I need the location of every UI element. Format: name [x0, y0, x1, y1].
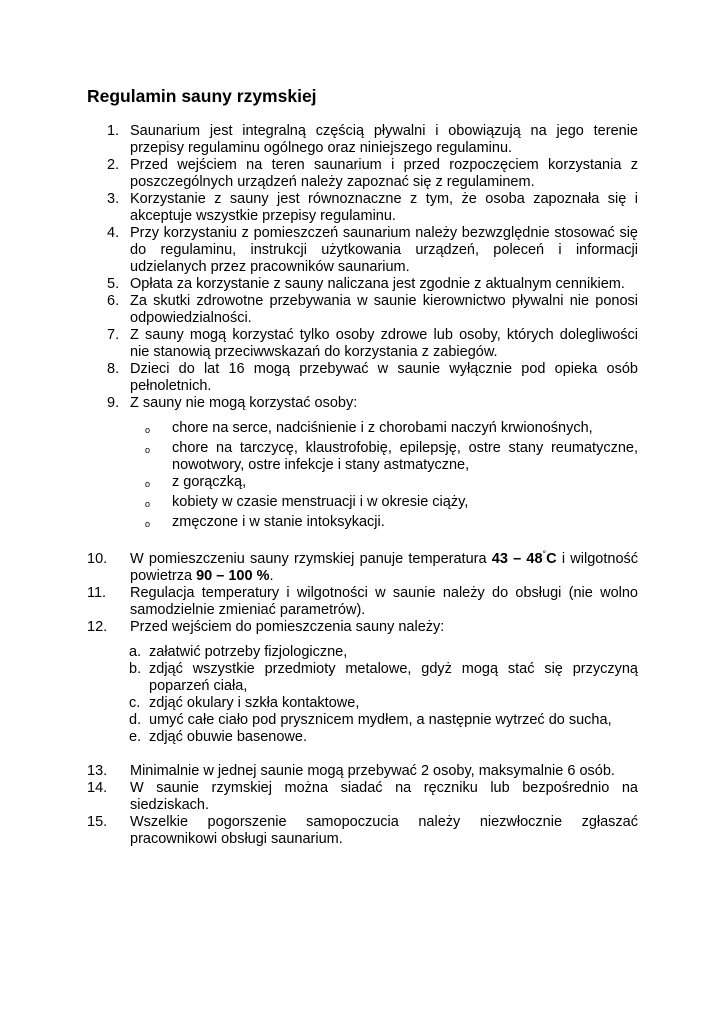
- bullet-item: [87, 474, 638, 494]
- rule-item: [87, 191, 638, 225]
- rule-item: [87, 123, 638, 157]
- rule-item: [87, 361, 638, 395]
- item-letter: e.: [129, 729, 142, 745]
- rule-number: 1.: [107, 123, 120, 139]
- rule-item: [87, 619, 638, 636]
- rule-number: 11.: [87, 585, 107, 601]
- rule-text: Dzieci do lat 16 mogą przebywać w saunie wyłącznie pod opieka osób pełnoletnich.: [130, 361, 638, 394]
- rule-item: [87, 276, 638, 293]
- degree-symbol: °: [542, 549, 547, 559]
- rule-number: 4.: [107, 225, 120, 241]
- bullet-text: kobiety w czasie menstruacji i w okresie ciąży,: [172, 494, 469, 510]
- bullet-item: [87, 494, 638, 514]
- lettered-item: [87, 729, 638, 746]
- rule-text: Przy korzystaniu z pomieszczeń saunarium należy bezwzględnie stosować się do regulaminu, instrukcji użytkowania urządzeń, poleceń i informacji udzielanych przez pracowników saunarium.: [130, 225, 638, 275]
- lettered-item: [87, 695, 638, 712]
- item-letter: a.: [129, 644, 142, 660]
- bullet-icon: o: [144, 445, 150, 455]
- bullet-icon: o: [144, 519, 150, 529]
- rule-number: 10.: [87, 551, 108, 567]
- rule-text: Wszelkie pogorszenie samopoczucia należy niezwłocznie zgłaszać pracownikowi obsługi saunarium.: [130, 814, 638, 847]
- temperature-unit: C: [546, 551, 557, 567]
- rule-item: [87, 395, 638, 412]
- bullet-item: [87, 440, 638, 474]
- bullet-item: [87, 420, 638, 440]
- rule-item: [87, 780, 638, 814]
- bullet-icon: o: [144, 499, 150, 509]
- rule-text: Korzystanie z sauny jest równoznaczne z tym, że osoba zapoznała się i akceptuje wszystkie przepisy regulaminu.: [130, 191, 638, 224]
- lettered-text: zdjąć okulary i szkła kontaktowe,: [149, 695, 360, 711]
- rule-number: 9.: [107, 395, 120, 411]
- rule-text: W saunie rzymskiej można siadać na ręczniku lub bezpośrednio na siedziskach.: [130, 780, 638, 813]
- rule-text: Minimalnie w jednej saunie mogą przebywać 2 osoby, maksymalnie 6 osób.: [130, 763, 615, 779]
- bullet-text: z gorączką,: [172, 474, 247, 490]
- item-letter: d.: [129, 712, 142, 728]
- rule-item: [87, 225, 638, 276]
- temperature-value: 43 – 48: [491, 551, 543, 567]
- bullet-icon: o: [144, 479, 150, 489]
- rule-text: Regulacja temperatury i wilgotności w saunie należy do obsługi (nie wolno samodzielnie zmieniać parametrów).: [130, 585, 638, 618]
- rule-item: [87, 585, 638, 619]
- humidity-value: 90 – 100 %: [196, 568, 270, 584]
- lettered-item: [87, 712, 638, 729]
- bullet-item: [87, 514, 638, 534]
- item-letter: c.: [129, 695, 141, 711]
- rule-text: Saunarium jest integralną częścią pływalni i obowiązują na jego terenie przepisy regulaminu ogólnego oraz niniejszego regulaminu.: [130, 123, 638, 156]
- lettered-text: załatwić potrzeby fizjologiczne,: [149, 644, 348, 660]
- rule-number: 6.: [107, 293, 120, 309]
- item-letter: b.: [129, 661, 142, 677]
- rule-text-part: i wilgotność powietrza: [130, 551, 639, 584]
- rule-text: Z sauny mogą korzystać tylko osoby zdrowe lub osoby, których dolegliwości nie stanowią przeciwwskazań do korzystania z zabiegów.: [130, 327, 638, 360]
- preparation-list: [87, 644, 638, 746]
- rule-number: 7.: [107, 327, 120, 343]
- rule-item: [87, 157, 638, 191]
- lettered-text: zdjąć obuwie basenowe.: [149, 729, 307, 745]
- rule-text: Przed wejściem do pomieszczenia sauny należy:: [130, 619, 445, 635]
- rule-item: [87, 293, 638, 327]
- rule-number: 5.: [107, 276, 120, 292]
- rule-text: Opłata za korzystanie z sauny naliczana jest zgodnie z aktualnym cennikiem.: [130, 276, 625, 292]
- rule-text: [130, 551, 638, 585]
- bullet-text: chore na tarczycę, klaustrofobię, epilepsję, ostre stany reumatyczne, nowotwory, ostre infekcje i stany astmatyczne,: [172, 440, 638, 473]
- rule-item: [87, 763, 638, 780]
- rule-text: Z sauny nie mogą korzystać osoby:: [130, 395, 358, 411]
- rule-number: 3.: [107, 191, 120, 207]
- lettered-text: umyć całe ciało pod prysznicem mydłem, a następnie wytrzeć do sucha,: [149, 712, 612, 728]
- rule-number: 2.: [107, 157, 120, 173]
- rule-number: 12.: [87, 619, 108, 635]
- lettered-item: [87, 661, 638, 695]
- bullet-icon: o: [144, 425, 150, 435]
- contraindications-list: [87, 420, 638, 534]
- lettered-item: [87, 644, 638, 661]
- rule-item-10: [87, 551, 638, 585]
- rule-text-part: W pomieszczeniu sauny rzymskiej panuje temperatura: [130, 551, 492, 567]
- rule-number: 14.: [87, 780, 108, 796]
- rule-number: 13.: [87, 763, 108, 779]
- lettered-text: zdjąć wszystkie przedmioty metalowe, gdyż mogą stać się przyczyną poparzeń ciała,: [149, 661, 638, 694]
- bullet-text: zmęczone i w stanie intoksykacji.: [172, 514, 385, 530]
- rule-text: Przed wejściem na teren saunarium i przed rozpoczęciem korzystania z poszczególnych urządzeń należy zapoznać się z regulaminem.: [130, 157, 638, 190]
- rule-item: [87, 327, 638, 361]
- document-title: Regulamin sauny rzymskiej: [87, 86, 317, 106]
- rule-text-part: .: [269, 568, 274, 584]
- rule-number: 15.: [87, 814, 108, 830]
- rule-number: 8.: [107, 361, 120, 377]
- rule-item: [87, 814, 638, 848]
- rule-text: Za skutki zdrowotne przebywania w saunie kierownictwo pływalni nie ponosi odpowiedzialności.: [130, 293, 638, 326]
- rules-list: [87, 123, 638, 848]
- bullet-text: chore na serce, nadciśnienie i z chorobami naczyń krwionośnych,: [172, 420, 593, 436]
